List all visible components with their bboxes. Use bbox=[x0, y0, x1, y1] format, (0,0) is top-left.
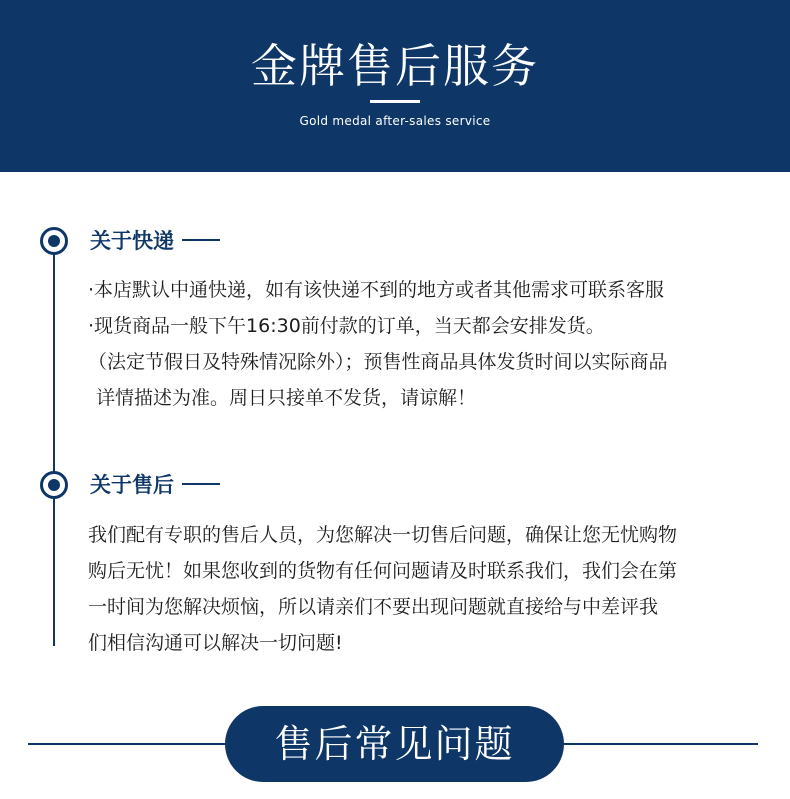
aftersales-text-line: 购后无忧！如果您收到的货物有任何问题请及时联系我们，我们会在第 bbox=[88, 560, 678, 582]
timeline-dot-icon bbox=[40, 227, 68, 255]
section-heading-label: 关于快递 bbox=[90, 229, 174, 253]
shipping-text-line: ·本店默认中通快递，如有该快递不到的地方或者其他需求可联系客服 bbox=[88, 279, 665, 301]
footer-divider-left bbox=[28, 743, 232, 745]
shipping-text-line: ·现货商品一般下午16:30前付款的订单，当天都会安排发货。 bbox=[88, 315, 605, 337]
heading-dash bbox=[182, 239, 220, 241]
timeline-dot-icon bbox=[40, 471, 68, 499]
section-heading-shipping bbox=[90, 227, 220, 255]
faq-banner-pill[interactable]: 售后常见问题 bbox=[225, 706, 564, 782]
header-subtitle: Gold medal after-sales service bbox=[299, 114, 491, 128]
footer-divider-right bbox=[558, 743, 758, 745]
section-heading-aftersales bbox=[90, 471, 220, 499]
timeline-line bbox=[53, 240, 55, 646]
shipping-text-line: 详情描述为准。周日只接单不发货，请谅解！ bbox=[96, 387, 477, 409]
aftersales-text-line: 一时间为您解决烦恼，所以请亲们不要出现问题就直接给与中差评我 bbox=[88, 596, 659, 618]
header-divider bbox=[370, 100, 420, 103]
aftersales-text-line: 们相信沟通可以解决一切问题! bbox=[88, 632, 343, 654]
shipping-text-line: （法定节假日及特殊情况除外）；预售性商品具体发货时间以实际商品 bbox=[88, 351, 668, 373]
section-heading-label: 关于售后 bbox=[90, 473, 174, 497]
aftersales-text-line: 我们配有专职的售后人员，为您解决一切售后问题，确保让您无忧购物 bbox=[88, 524, 678, 546]
heading-dash bbox=[182, 483, 220, 485]
header-banner bbox=[0, 0, 790, 172]
header-title: 金牌售后服务 bbox=[251, 39, 539, 93]
